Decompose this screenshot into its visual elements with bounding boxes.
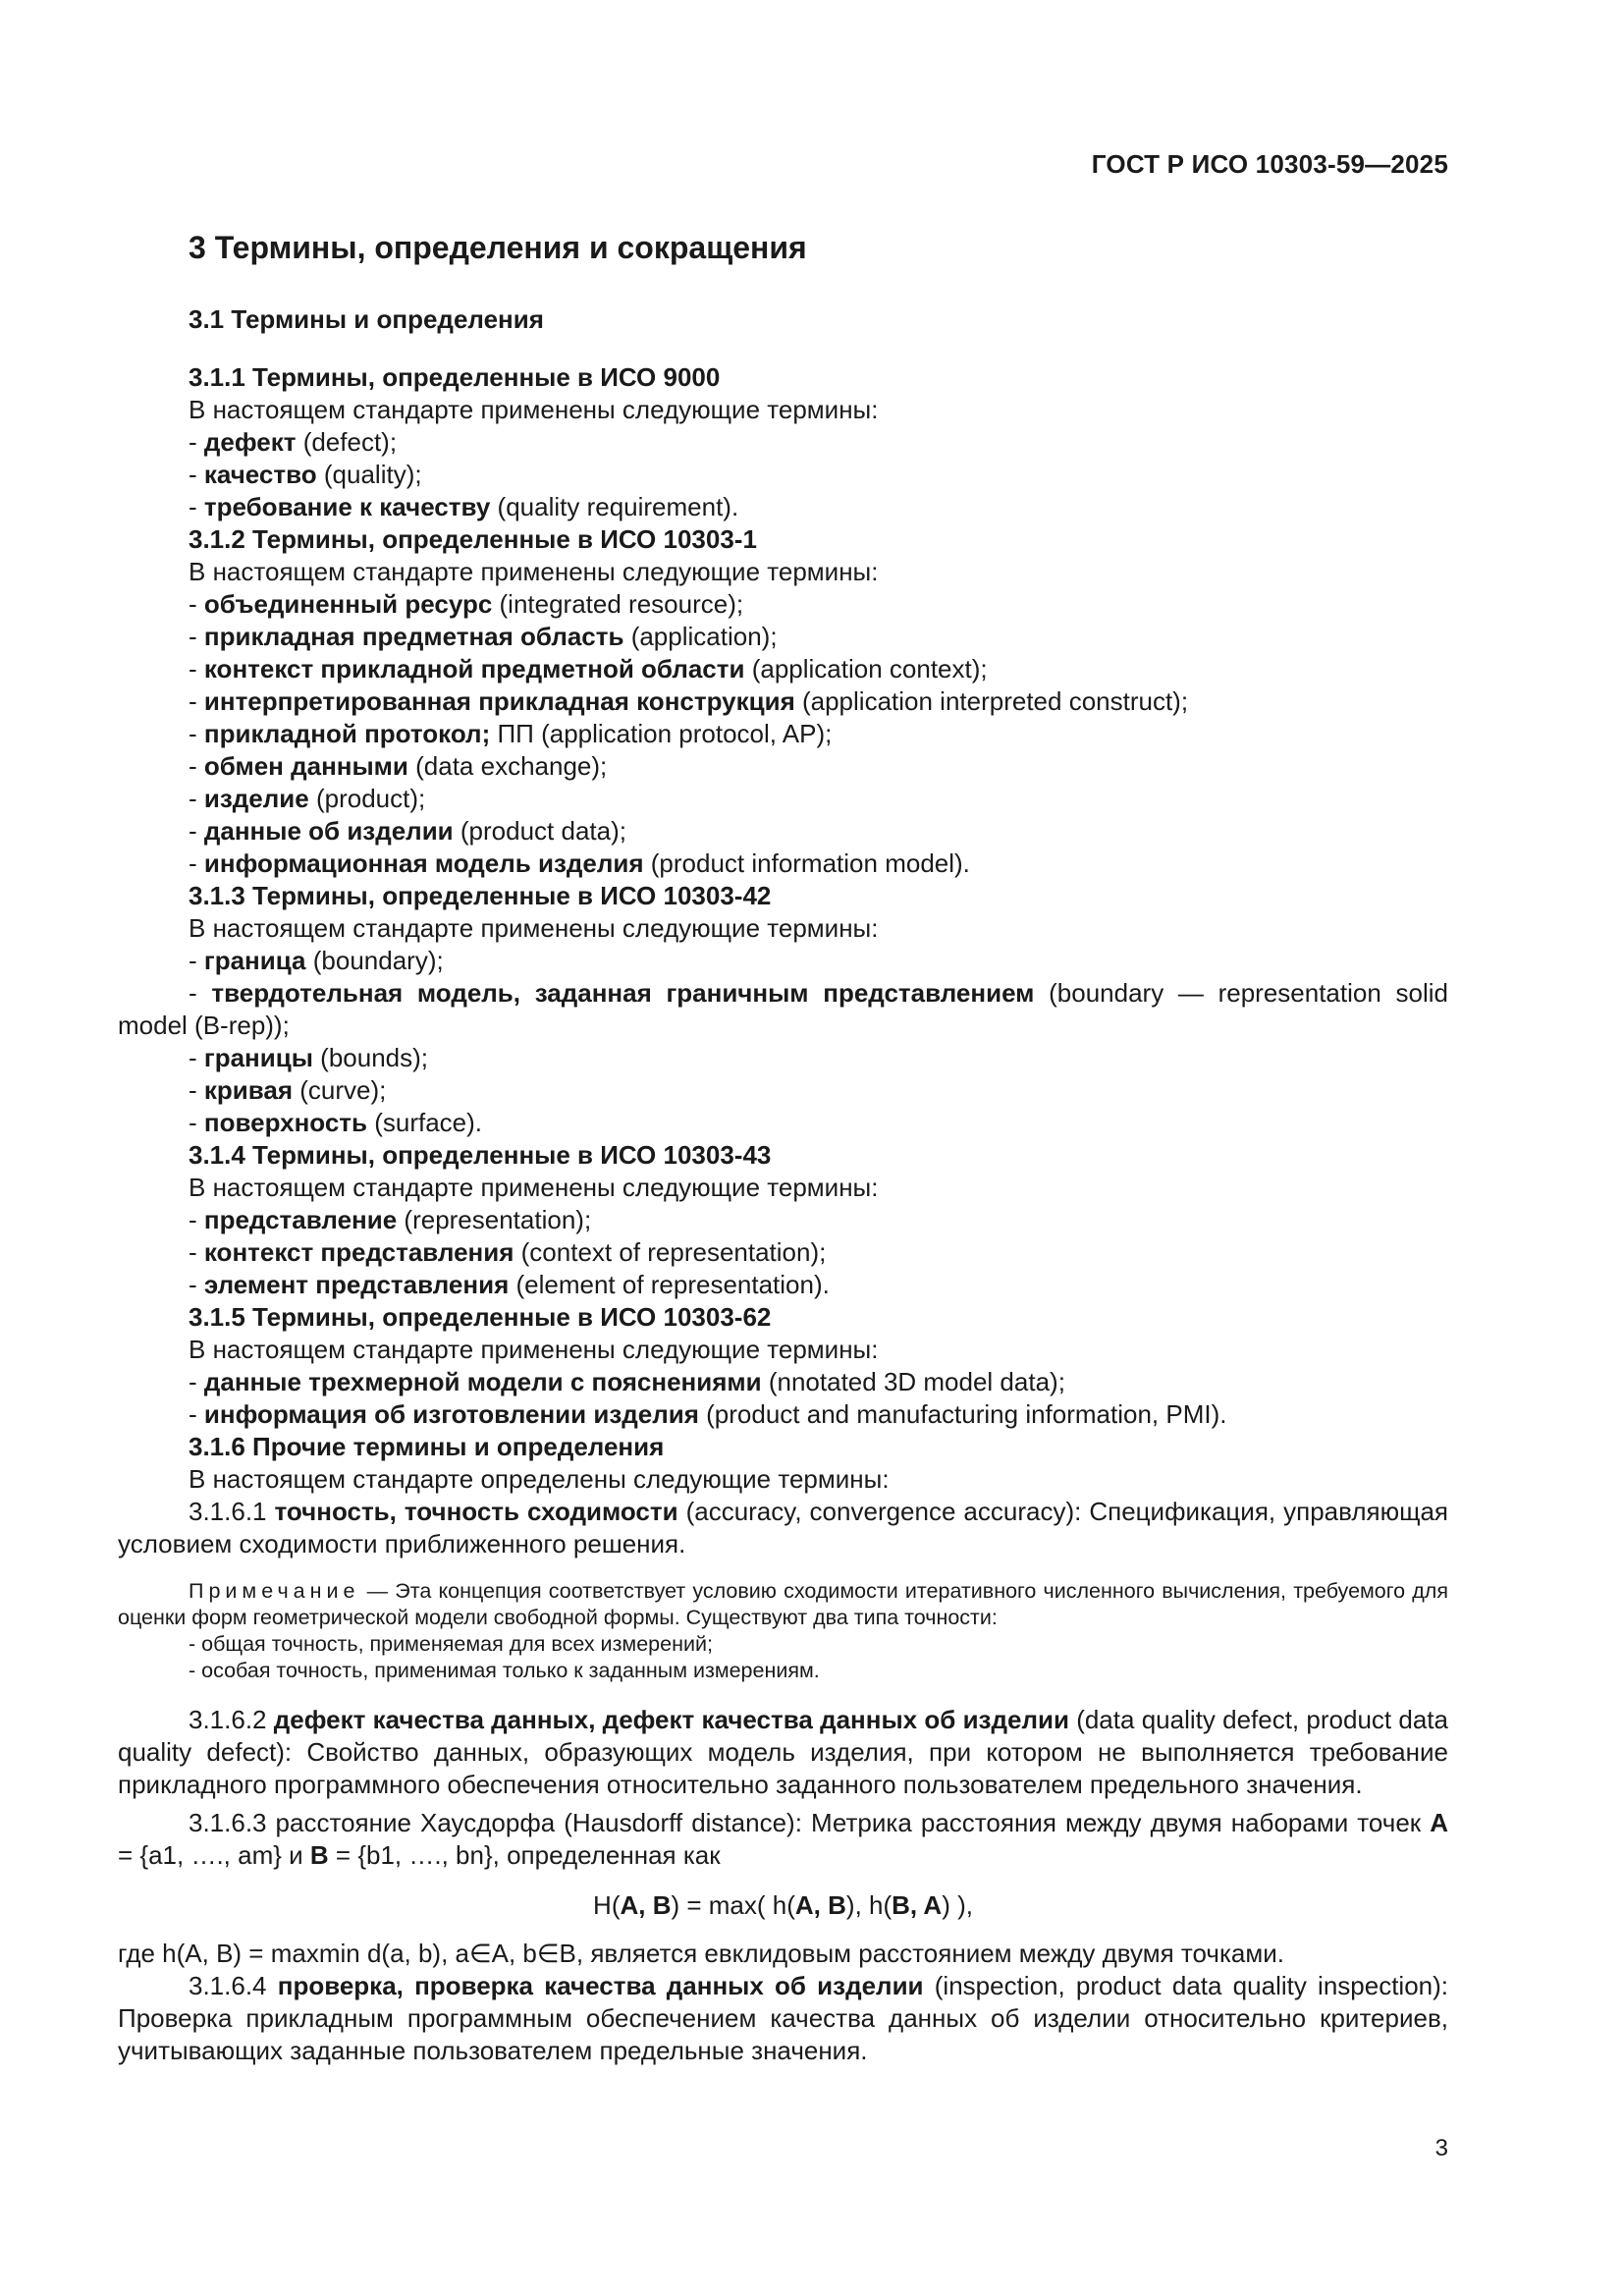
term-group-intro: В настоящем стандарте применены следующие термины:: [189, 557, 879, 586]
term-list-item: - контекст представления (context of representation);: [189, 1237, 827, 1267]
term-english: (application context);: [744, 654, 988, 683]
term-group-intro: В настоящем стандарте применены следующие термины:: [189, 1335, 879, 1364]
term-list-item: - твердотельная модель, заданная граничным представлением (boundary — representation solid model (B-rep));: [118, 978, 1448, 1040]
term-name: представление: [203, 1205, 398, 1234]
term-english: (boundary — representation solid model (B-rep));: [118, 978, 1448, 1040]
note-list-item: - общая точность, применяемая для всех измерений;: [189, 1632, 713, 1656]
formula-bold-part: B, A: [892, 1890, 943, 1920]
set-a-symbol: A: [1430, 1808, 1448, 1837]
term-english: (product information model).: [643, 848, 970, 878]
section-title: 3 Термины, определения и сокращения: [189, 230, 807, 265]
note-label: Примечание: [189, 1579, 360, 1603]
definition-term: проверка, проверка качества данных об изделии: [277, 1971, 924, 2000]
note-block: [118, 1578, 1448, 1684]
term-name: граница: [203, 946, 306, 975]
term-list-item: - информационная модель изделия (product information model).: [189, 848, 970, 878]
hausdorff-formula: [118, 1889, 1448, 1922]
term-list-item: - обмен данными (data exchange);: [189, 751, 608, 781]
term-name: данные об изделии: [203, 816, 454, 846]
term-english: (product and manufacturing information, PMI).: [698, 1399, 1227, 1429]
term-list-item: - граница (boundary);: [189, 946, 444, 975]
term-english: (application interpreted construct);: [794, 686, 1189, 716]
definition-term: точность, точность сходимости: [274, 1497, 678, 1526]
note-paragraph: [118, 1578, 1448, 1631]
term-list-item: - прикладной протокол; ПП (application protocol, AP);: [189, 719, 833, 748]
term-list-item: - контекст прикладной предметной области (application context);: [189, 654, 988, 683]
definition-text: (accuracy, convergence accuracy): Спецификация, управляющая условием сходимости приближенного решения.: [118, 1497, 1449, 1558]
term-list-item: - изделие (product);: [189, 784, 426, 813]
term-list-item: - данные трехмерной модели с пояснениями (nnotated 3D model data);: [189, 1367, 1065, 1396]
term-english: (surface).: [367, 1108, 483, 1137]
term-english: (product);: [308, 784, 426, 813]
term-name: твердотельная модель, заданная граничным представлением: [211, 978, 1035, 1008]
term-name: контекст прикладной предметной области: [203, 654, 745, 683]
term-group-intro: В настоящем стандарте определены следующие термины:: [189, 1464, 890, 1494]
term-group-title: 3.1.6 Прочие термины и определения: [189, 1432, 665, 1461]
term-english: (nnotated 3D model data);: [761, 1367, 1065, 1396]
set-b-symbol: B: [309, 1840, 329, 1870]
term-name: данные трехмерной модели с пояснениями: [203, 1367, 762, 1396]
term-group-title: 3.1.4 Термины, определенные в ИСО 10303-43: [189, 1140, 772, 1170]
term-name: обмен данными: [203, 751, 408, 781]
definition-3-1-6-3: [118, 1807, 1448, 1872]
term-list-item: - дефект (defect);: [189, 427, 398, 457]
term-name: требование к качеству: [203, 492, 491, 521]
subsection-title: 3.1 Термины и определения: [189, 304, 544, 334]
definition-number: 3.1.6.4: [189, 1971, 278, 2000]
formula-part: ) = max( h(: [671, 1890, 795, 1920]
term-english: ПП (application protocol, AP);: [490, 719, 833, 748]
term-list-item: - интерпретированная прикладная конструкция (application interpreted construct);: [189, 686, 1189, 716]
term-group-title: 3.1.2 Термины, определенные в ИСО 10303-1: [189, 524, 757, 554]
document-id-header: ГОСТ Р ИСО 10303-59—2025: [1091, 149, 1448, 179]
definition-text: (data quality defect, product data quality defect): Свойство данных, образующих модель изделия, при котором не выполняется требование прикладного программного обеспечения относительно заданного пользователем предельного значения.: [118, 1705, 1448, 1799]
term-name: изделие: [203, 784, 309, 813]
formula-explanation: где h(A, B) = maxmin d(a, b), a∈A, b∈B, является евклидовым расстоянием между двумя точками.: [118, 1939, 1284, 1968]
term-name: информационная модель изделия: [203, 848, 644, 878]
term-english: (context of representation);: [514, 1237, 827, 1267]
term-list-item: - представление (representation);: [189, 1205, 592, 1234]
term-list-item: - прикладная предметная область (application);: [189, 622, 778, 651]
term-list-item: - поверхность (surface).: [189, 1108, 483, 1137]
term-english: (bounds);: [312, 1043, 429, 1072]
term-list-item: - объединенный ресурс (integrated resource);: [189, 589, 744, 619]
term-english: (application);: [623, 622, 778, 651]
term-english: (integrated resource);: [492, 589, 744, 619]
definition-text: = {b1, …., bn}, определенная как: [328, 1840, 721, 1870]
definition-text: (inspection, product data quality inspection): Проверка прикладным программным обеспечением качества данных об изделии относительно критериев, учитывающих заданные пользователем предельные значения.: [118, 1971, 1449, 2065]
term-name: контекст представления: [203, 1237, 514, 1267]
term-name: качество: [203, 460, 317, 489]
term-list-item: - границы (bounds);: [189, 1043, 429, 1072]
formula-part: ) ),: [942, 1890, 973, 1920]
formula-part: H(: [593, 1890, 621, 1920]
formula-bold-part: A, B: [794, 1890, 846, 1920]
term-list-item: - данные об изделии (product data);: [189, 816, 626, 846]
term-list-item: - качество (quality);: [189, 460, 422, 489]
term-name: прикладной протокол;: [203, 719, 491, 748]
term-english: (quality requirement).: [490, 492, 739, 521]
term-list-item: - информация об изготовлении изделия (product and manufacturing information, PMI).: [189, 1399, 1227, 1429]
term-english: (data exchange);: [407, 751, 608, 781]
term-english: (quality);: [316, 460, 422, 489]
definition-3-1-6-1: [118, 1496, 1448, 1560]
term-name: интерпретированная прикладная конструкция: [203, 686, 795, 716]
term-english: (element of representation).: [509, 1270, 830, 1299]
term-group-title: 3.1.3 Термины, определенные в ИСО 10303-42: [189, 881, 772, 910]
term-groups: [118, 361, 1448, 1496]
term-name: кривая: [203, 1075, 294, 1105]
definition-3-1-6-2: [118, 1704, 1448, 1801]
term-name: информация об изготовлении изделия: [203, 1399, 699, 1429]
definition-term: дефект качества данных, дефект качества данных об изделии: [273, 1705, 1069, 1734]
definition-text: = {a1, …., am} и: [118, 1840, 310, 1870]
term-name: поверхность: [203, 1108, 367, 1137]
term-list-item: - элемент представления (element of representation).: [189, 1270, 830, 1299]
term-english: (curve);: [293, 1075, 387, 1105]
term-group-intro: В настоящем стандарте применены следующие термины:: [189, 913, 879, 943]
term-name: границы: [203, 1043, 313, 1072]
definition-number: 3.1.6.1: [189, 1497, 275, 1526]
term-english: (boundary);: [305, 946, 444, 975]
term-name: прикладная предметная область: [203, 622, 624, 651]
term-name: объединенный ресурс: [203, 589, 493, 619]
term-group-intro: В настоящем стандарте применены следующие термины:: [189, 395, 879, 424]
term-name: дефект: [203, 427, 297, 457]
term-list-item: - кривая (curve);: [189, 1075, 387, 1105]
note-list-item: - особая точность, применимая только к заданным измерениям.: [189, 1659, 820, 1682]
term-group-intro: В настоящем стандарте применены следующие термины:: [189, 1173, 879, 1202]
term-english: (product data);: [453, 816, 626, 846]
note-text: — Эта концепция соответствует условию сходимости итеративного численного вычисления, требуемого для оценки форм геометрической модели свободной формы. Существуют два типа точности:: [118, 1579, 1448, 1629]
page-content: [118, 224, 1448, 2067]
definition-3-1-6-4: [118, 1970, 1448, 2067]
term-group-title: 3.1.5 Термины, определенные в ИСО 10303-62: [189, 1302, 772, 1332]
formula-part: ), h(: [845, 1890, 893, 1920]
definition-number: 3.1.6.2: [189, 1705, 274, 1734]
page-number: 3: [1434, 2135, 1448, 2161]
term-english: (representation);: [397, 1205, 592, 1234]
term-name: элемент представления: [203, 1270, 510, 1299]
term-group-title: 3.1.1 Термины, определенные в ИСО 9000: [189, 362, 721, 392]
term-list-item: - требование к качеству (quality requirement).: [189, 492, 739, 521]
formula-bold-part: A, B: [620, 1890, 672, 1920]
definition-text: 3.1.6.3 расстояние Хаусдорфа (Hausdorff distance): Метрика расстояния между двумя наборами точек: [189, 1808, 1431, 1837]
term-english: (defect);: [296, 427, 398, 457]
